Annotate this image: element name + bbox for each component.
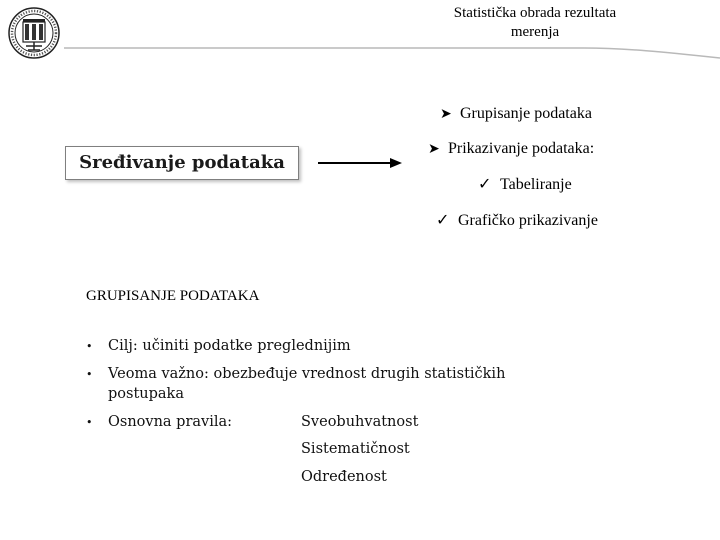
header-title-line-1: Statistička obrada rezultata: [453, 5, 617, 21]
arrow-bullet-icon: ➤: [440, 107, 452, 122]
bullet-text: Cilj: učiniti podatke preglednijim: [108, 338, 351, 354]
checkmark-icon: ✓: [436, 212, 450, 229]
bullet-dot-icon: •: [86, 340, 93, 353]
item-grupisanje-podataka: [440, 104, 592, 125]
item-label: Prikazivanje podataka:: [448, 140, 595, 157]
header-title-line-2: merenja: [510, 24, 560, 40]
university-seal-logo: [6, 6, 62, 60]
rule-item: Sistematičnost: [301, 441, 410, 457]
bullet-dot-icon: •: [86, 368, 93, 381]
item-tabeliranje: [478, 175, 572, 195]
item-label: Grafičko prikazivanje: [458, 212, 598, 229]
item-graficko-prikazivanje: [436, 211, 598, 231]
section-heading: GRUPISANJE PODATAKA: [86, 288, 260, 304]
rule-item: Određenost: [301, 469, 387, 485]
item-prikazivanje-podataka: [428, 139, 594, 160]
bullet-dot-icon: •: [86, 416, 93, 429]
bullet-text-continuation: postupaka: [108, 386, 184, 402]
rule-item: Sveobuhvatnost: [301, 414, 419, 430]
checkmark-icon: ✓: [478, 176, 492, 193]
item-label: Tabeliranje: [500, 176, 572, 193]
source-box: Sređivanje podataka: [65, 146, 299, 180]
header-divider-line: [64, 46, 720, 60]
flow-arrow: [318, 156, 402, 170]
bullet-text: Osnovna pravila:: [108, 414, 233, 430]
item-label: Grupisanje podataka: [460, 105, 592, 122]
bullet-text: Veoma važno: obezbeđuje vrednost drugih statističkih: [108, 366, 506, 382]
slide-header-title: [420, 4, 650, 42]
arrow-bullet-icon: ➤: [428, 142, 440, 157]
